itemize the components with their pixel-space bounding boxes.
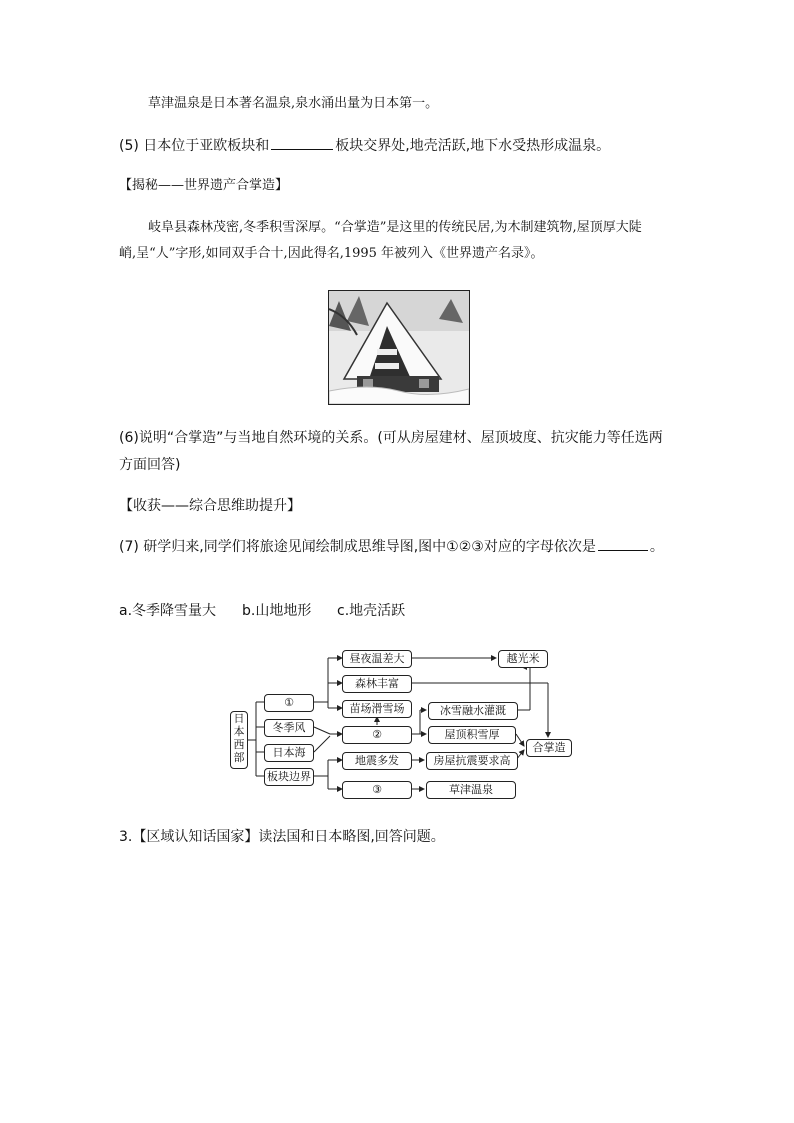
mindmap-root-japan-west: 日本西部 — [230, 711, 248, 769]
mindmap-ski-resort: 苗场滑雪场 — [342, 700, 412, 718]
paragraph-line-1: 岐阜县森林茂密,冬季积雪深厚。“合掌造”是这里的传统民居,为木制建筑物,屋顶厚大陡 — [148, 220, 642, 235]
question-7-text-before: (7) 研学归来,同学们将旅途见闻绘制成思维导图,图中①②③对应的字母依次是 — [119, 539, 596, 555]
option-c: c.地壳活跃 — [337, 603, 406, 619]
mindmap-koshihikari-rice: 越光米 — [498, 650, 548, 668]
mindmap-rich-forest: 森林丰富 — [342, 675, 412, 693]
question-5-text-after: 板块交界处,地壳活跃,地下水受热形成温泉。 — [335, 138, 611, 154]
question-5-text-before: (5) 日本位于亚欧板块和 — [119, 138, 270, 154]
paragraph-line-2: 峭,呈“人”字形,如同双手合十,因此得名,1995 年被列入《世界遗产名录》。 — [119, 246, 544, 261]
intro-text: 草津温泉是日本著名温泉,泉水涌出量为日本第一。 — [148, 96, 439, 111]
mindmap-temperature-range: 昼夜温差大 — [342, 650, 412, 668]
mindmap-thick-roof-snow: 屋顶积雪厚 — [428, 726, 516, 744]
mindmap-snowmelt-irrigation: 冰雪融水灌溉 — [428, 702, 518, 720]
section-heading-harvest: 【收获——综合思维助提升】 — [119, 498, 301, 514]
mindmap-node-1: ① — [264, 694, 314, 712]
question-6-line-1: (6)说明“合掌造”与当地自然环境的关系。(可从房屋建材、屋顶坡度、抗灾能力等任选两 — [119, 430, 663, 446]
mindmap-sea-of-japan: 日本海 — [264, 744, 314, 762]
option-a: a.冬季降雪量大 — [119, 603, 217, 619]
mindmap-gassho-zukuri: 合掌造 — [526, 739, 572, 757]
section-heading-heritage: 【揭秘——世界遗产合掌造】 — [119, 178, 289, 193]
mindmap-node-3: ③ — [342, 781, 412, 799]
mindmap-kusatsu-onsen: 草津温泉 — [426, 781, 516, 799]
mindmap-winter-monsoon: 冬季风 — [264, 719, 314, 737]
mindmap-earthquake-resistant-houses: 房屋抗震要求高 — [426, 752, 518, 770]
mindmap-frequent-earthquakes: 地震多发 — [342, 752, 412, 770]
mindmap-node-2: ② — [342, 726, 412, 744]
question-7-text-after: 。 — [649, 539, 664, 555]
question-6-line-2: 方面回答) — [119, 457, 181, 473]
mindmap-plate-boundary: 板块边界 — [264, 768, 314, 786]
option-b: b.山地地形 — [242, 603, 312, 619]
question-3-heading: 3.【区域认知话国家】读法国和日本略图,回答问题。 — [119, 829, 445, 845]
